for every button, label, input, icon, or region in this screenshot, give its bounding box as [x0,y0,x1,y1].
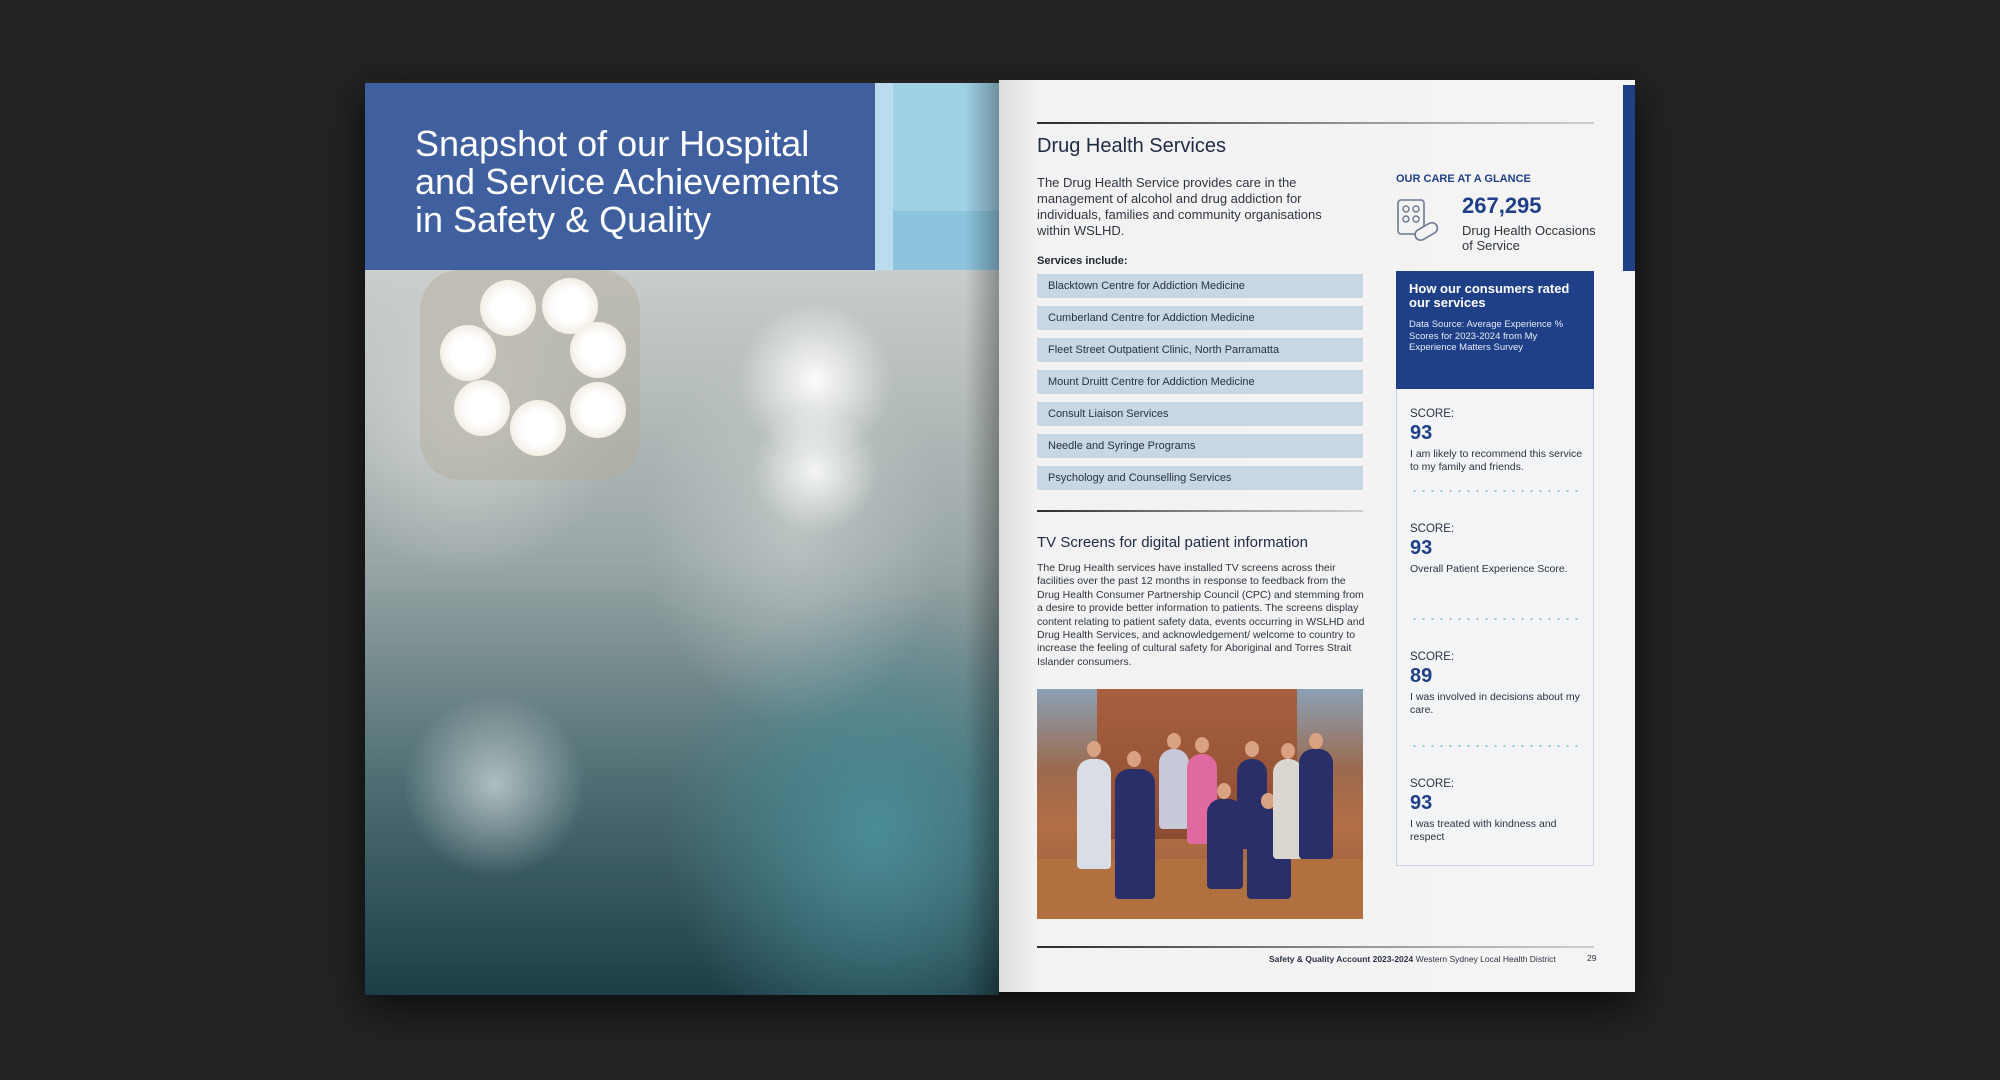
score-value: 93 [1410,422,1433,444]
section-title: Drug Health Services [1037,135,1226,157]
occasions-description: Drug Health Occasions of Service [1462,223,1596,253]
score-card [1410,778,1590,844]
tv-text: The Drug Health services have installed TV screens across their facilities over the past 12 months in response to feedback from the Drug Health Consumer Partnership Council (CPC) and stemming from a desire to provide better information to patients. The screens display content relating to patient safety data, events occurring in WSLHD and Drug Health Services, and acknowledgement/ welcome to country to increase the feeling of cultural safety for Aboriginal and Torres Strait Islander consumers. [1037,562,1365,668]
service-item: Needle and Syringe Programs [1037,434,1363,458]
page-accent-bar [1623,85,1635,271]
score-description: I was involved in decisions about my care. [1410,691,1580,716]
occasions-number: 267,295 [1462,193,1542,218]
score-description: I was treated with kindness and respect [1410,818,1557,843]
dotted-divider [1410,745,1582,747]
title-band [365,83,875,270]
footer-rule [1037,946,1594,948]
dotted-divider [1410,618,1582,620]
brochure-spread [365,80,1635,992]
score-label: SCORE: [1410,651,1455,663]
glance-label: OUR CARE AT A GLANCE [1396,173,1531,185]
service-item: Consult Liaison Services [1037,402,1363,426]
surgical-lamp [420,270,640,480]
services-label: Services include: [1037,255,1128,267]
staff-group-photo [1037,689,1363,919]
service-item: Psychology and Counselling Services [1037,466,1363,490]
page-title: Snapshot of our Hospital and Service Achievements in Safety & Quality [415,123,840,240]
score-description: Overall Patient Experience Score. [1410,563,1568,575]
pills-icon [1396,198,1442,244]
scores-panel [1396,389,1594,866]
score-card [1410,523,1590,576]
service-list [1037,274,1363,498]
score-card [1410,651,1590,717]
service-item: Cumberland Centre for Addiction Medicine [1037,306,1363,330]
score-description: I am likely to recommend this service to my family and friends. [1410,448,1583,473]
page-footer [1269,954,1556,964]
score-value: 93 [1410,537,1433,559]
right-page [999,80,1635,992]
top-rule [1037,122,1594,124]
ratings-source: Data Source: Average Experience % Scores for 2023-2024 from My Experience Matters Survey [1409,319,1564,354]
score-card [1410,408,1590,474]
score-label: SCORE: [1410,408,1455,420]
section-rule [1037,510,1363,512]
score-label: SCORE: [1410,523,1455,535]
intro-text: The Drug Health Service provides care in the management of alcohol and drug addiction for individuals, families and community organisations within WSLHD. [1037,175,1322,238]
ratings-heading: How our consumers rated our services [1409,281,1570,310]
score-value: 89 [1410,665,1433,687]
service-item: Mount Druitt Centre for Addiction Medicine [1037,370,1363,394]
surgeon-photo [365,270,999,995]
score-label: SCORE: [1410,778,1455,790]
page-number: 29 [1587,953,1597,963]
dotted-divider [1410,490,1582,492]
left-page [365,83,999,995]
service-item: Blacktown Centre for Addiction Medicine [1037,274,1363,298]
score-value: 93 [1410,792,1433,814]
footer-publication: Safety & Quality Account 2023-2024 [1269,954,1414,964]
tv-title: TV Screens for digital patient information [1037,534,1308,551]
ratings-box [1396,271,1594,389]
service-item: Fleet Street Outpatient Clinic, North Parramatta [1037,338,1363,362]
footer-district: Western Sydney Local Health District [1413,954,1556,964]
